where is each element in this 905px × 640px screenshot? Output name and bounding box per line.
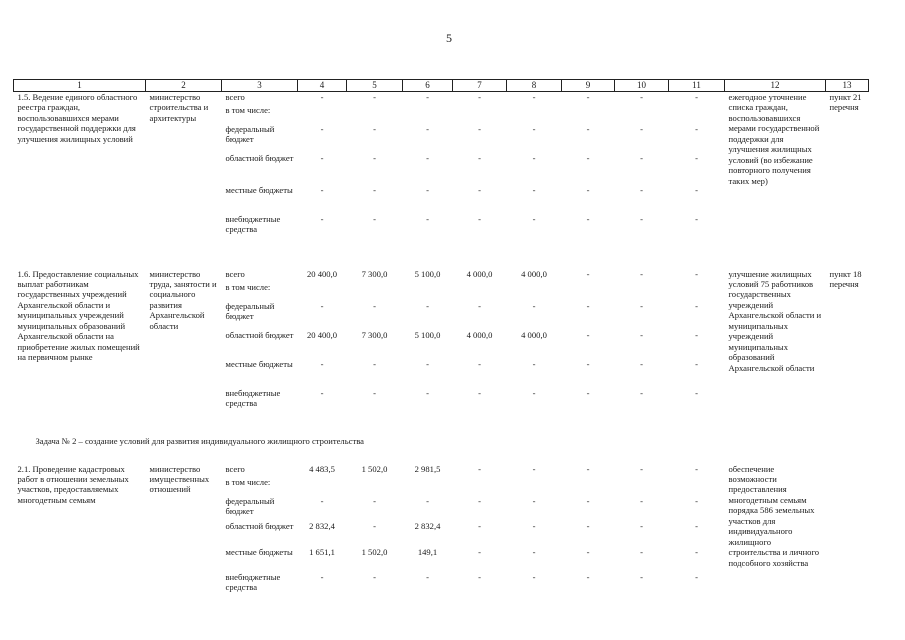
amount-cell: - bbox=[640, 213, 643, 224]
amount-cell: - bbox=[320, 300, 324, 311]
amount-cell bbox=[615, 105, 669, 124]
funding-source: местные бюджеты bbox=[225, 358, 293, 369]
funding-source: федеральный бюджет bbox=[225, 495, 275, 516]
amount-cell: - bbox=[532, 571, 536, 582]
amount-cell: - bbox=[426, 92, 429, 102]
amount-cell: - bbox=[695, 571, 698, 582]
amount-cell: - bbox=[695, 300, 698, 311]
amount-cell: - bbox=[478, 92, 481, 102]
amount-cell: - bbox=[586, 213, 590, 224]
column-number-4: 4 bbox=[298, 80, 347, 92]
amount-cell: - bbox=[640, 329, 643, 340]
amount-cell: 1 502,0 bbox=[361, 463, 388, 474]
measure-reference: пункт 18 перечня bbox=[829, 268, 862, 289]
amount-cell: - bbox=[640, 546, 643, 557]
amount-cell: - bbox=[532, 387, 536, 398]
amount-cell: - bbox=[426, 495, 429, 506]
amount-cell bbox=[403, 105, 453, 124]
amount-cell: - bbox=[695, 213, 698, 224]
amount-cell: - bbox=[640, 300, 643, 311]
amount-cell bbox=[453, 477, 507, 496]
amount-cell: 20 400,0 bbox=[306, 329, 338, 340]
amount-cell: - bbox=[478, 387, 481, 398]
measure-title: 1.6. Предоставление социальных выплат работникам государственных учреждений Архангельской области и муниципальных учреждений муниципальных образований Архангельской области на приобретение жилых помещений на первичном рынке bbox=[17, 268, 140, 363]
amount-cell: - bbox=[532, 184, 536, 195]
amount-cell bbox=[562, 105, 615, 124]
amount-cell: 4 483,5 bbox=[309, 463, 335, 474]
amount-cell: - bbox=[695, 463, 698, 474]
amount-cell: - bbox=[478, 184, 481, 195]
measure-executor: министерство имущественных отношений bbox=[149, 463, 210, 495]
amount-cell bbox=[298, 105, 347, 124]
amount-cell: - bbox=[586, 520, 590, 531]
amount-cell: - bbox=[640, 495, 643, 506]
amount-cell: - bbox=[640, 123, 643, 134]
amount-cell: - bbox=[695, 92, 698, 102]
amount-cell: - bbox=[320, 213, 324, 224]
amount-cell: - bbox=[320, 152, 324, 163]
amount-cell: - bbox=[640, 268, 643, 279]
amount-cell: - bbox=[695, 268, 698, 279]
funding-source: местные бюджеты bbox=[225, 546, 293, 557]
funding-source: внебюджетные средства bbox=[225, 571, 281, 592]
funding-source: внебюджетные средства bbox=[225, 387, 281, 408]
amount-cell: - bbox=[373, 571, 376, 582]
amount-cell: - bbox=[532, 213, 536, 224]
column-number-2: 2 bbox=[146, 80, 222, 92]
measure-executor: министерство строительства и архитектуры bbox=[149, 92, 209, 123]
amount-cell bbox=[347, 282, 403, 301]
amount-cell: - bbox=[532, 152, 536, 163]
amount-cell: - bbox=[586, 387, 590, 398]
column-number-6: 6 bbox=[403, 80, 453, 92]
column-number-12: 12 bbox=[725, 80, 826, 92]
amount-cell: - bbox=[532, 92, 536, 102]
column-number-3: 3 bbox=[222, 80, 298, 92]
amount-cell bbox=[298, 282, 347, 301]
column-number-11: 11 bbox=[669, 80, 725, 92]
table-row bbox=[14, 92, 869, 105]
funding-source: местные бюджеты bbox=[225, 184, 293, 195]
amount-cell: - bbox=[532, 123, 536, 134]
amount-cell: 4 000,0 bbox=[466, 329, 493, 340]
amount-cell: - bbox=[478, 495, 481, 506]
funding-source: областной бюджет bbox=[225, 329, 294, 340]
amount-cell: 7 300,0 bbox=[361, 329, 388, 340]
amount-cell: - bbox=[586, 92, 590, 102]
amount-cell: 1 651,1 bbox=[309, 546, 335, 557]
amount-cell bbox=[669, 282, 725, 301]
amount-cell: 1 502,0 bbox=[361, 546, 388, 557]
amount-cell: - bbox=[320, 387, 324, 398]
page-number: 5 bbox=[446, 31, 452, 45]
task-heading-row bbox=[14, 436, 869, 450]
amount-cell bbox=[347, 477, 403, 496]
amount-cell: - bbox=[586, 184, 590, 195]
funding-source: всего bbox=[225, 268, 245, 279]
column-number-1: 1 bbox=[14, 80, 146, 92]
amount-cell: - bbox=[426, 300, 429, 311]
amount-cell: - bbox=[426, 184, 429, 195]
amount-cell: - bbox=[695, 520, 698, 531]
amount-cell: - bbox=[586, 152, 590, 163]
amount-cell bbox=[669, 477, 725, 496]
amount-cell: - bbox=[320, 358, 324, 369]
amount-cell: - bbox=[532, 520, 536, 531]
measure-title: 2.1. Проведение кадастровых работ в отношении земельных участков, предоставляемых многодетным семьям bbox=[17, 463, 129, 505]
amount-cell bbox=[615, 282, 669, 301]
amount-cell: - bbox=[478, 571, 481, 582]
amount-cell: - bbox=[373, 152, 376, 163]
amount-cell: - bbox=[478, 463, 481, 474]
amount-cell: 4 000,0 bbox=[521, 268, 547, 279]
amount-cell bbox=[403, 477, 453, 496]
program-table bbox=[13, 79, 869, 598]
amount-cell: - bbox=[586, 268, 590, 279]
amount-cell: - bbox=[320, 92, 324, 102]
amount-cell: - bbox=[695, 495, 698, 506]
amount-cell: 5 100,0 bbox=[414, 329, 441, 340]
amount-cell: - bbox=[640, 387, 643, 398]
measure-title: 1.5. Ведение единого областного реестра граждан, воспользовавшихся мерами государственной поддержки для улучшения жилищных условий bbox=[17, 92, 138, 144]
amount-cell bbox=[298, 477, 347, 496]
amount-cell: - bbox=[373, 213, 376, 224]
amount-cell: - bbox=[586, 300, 590, 311]
amount-cell: - bbox=[320, 571, 324, 582]
amount-cell: - bbox=[320, 123, 324, 134]
amount-cell: - bbox=[695, 123, 698, 134]
amount-cell: - bbox=[478, 358, 481, 369]
amount-cell: - bbox=[695, 184, 698, 195]
amount-cell bbox=[403, 282, 453, 301]
amount-cell: - bbox=[373, 387, 376, 398]
funding-source: всего bbox=[225, 463, 245, 474]
measure-reference bbox=[826, 464, 869, 598]
amount-cell: - bbox=[586, 571, 590, 582]
spacer-row bbox=[14, 422, 869, 436]
amount-cell: - bbox=[695, 358, 698, 369]
amount-cell: - bbox=[640, 520, 643, 531]
amount-cell: - bbox=[373, 123, 376, 134]
measure-result: обеспечение возможности предоставления многодетным семьям порядка 586 земельных участков для индивидуального жилищного строительства и личного подсобного хозяйства bbox=[728, 463, 820, 568]
funding-source: в том числе: bbox=[225, 104, 271, 115]
spacer-row bbox=[14, 250, 869, 269]
amount-cell: - bbox=[586, 463, 590, 474]
amount-cell: - bbox=[695, 152, 698, 163]
task-heading: Задача № 2 – создание условий для развития индивидуального жилищного строительства bbox=[35, 435, 364, 446]
amount-cell bbox=[669, 105, 725, 124]
amount-cell: - bbox=[426, 387, 429, 398]
amount-cell: 5 100,0 bbox=[414, 268, 441, 279]
measure-result: ежегодное уточнение списка граждан, воспользовавшихся мерами государственной поддержки для улучшения жилищных условий (во избежание повторного получения таких мер) bbox=[728, 92, 820, 186]
amount-cell: - bbox=[532, 546, 536, 557]
amount-cell: - bbox=[695, 329, 698, 340]
amount-cell: - bbox=[373, 358, 376, 369]
amount-cell bbox=[507, 105, 562, 124]
amount-cell: - bbox=[373, 92, 376, 102]
amount-cell: - bbox=[478, 300, 481, 311]
amount-cell bbox=[562, 282, 615, 301]
column-number-8: 8 bbox=[507, 80, 562, 92]
amount-cell: - bbox=[478, 123, 481, 134]
amount-cell bbox=[347, 105, 403, 124]
amount-cell: - bbox=[640, 571, 643, 582]
amount-cell: 2 832,4 bbox=[414, 520, 441, 531]
measure-executor: министерство труда, занятости и социального развития Архангельской области bbox=[149, 268, 217, 331]
amount-cell: 20 400,0 bbox=[306, 268, 338, 279]
amount-cell: - bbox=[640, 358, 643, 369]
amount-cell: - bbox=[532, 463, 536, 474]
funding-source: в том числе: bbox=[225, 476, 271, 487]
column-number-9: 9 bbox=[562, 80, 615, 92]
amount-cell: - bbox=[640, 463, 643, 474]
amount-cell: - bbox=[586, 358, 590, 369]
amount-cell: - bbox=[640, 184, 643, 195]
amount-cell: 4 000,0 bbox=[521, 329, 547, 340]
column-number-13: 13 bbox=[826, 80, 869, 92]
amount-cell: - bbox=[426, 123, 429, 134]
amount-cell: 2 981,5 bbox=[414, 463, 441, 474]
amount-cell: - bbox=[320, 184, 324, 195]
amount-cell bbox=[615, 477, 669, 496]
column-number-5: 5 bbox=[347, 80, 403, 92]
amount-cell: - bbox=[586, 495, 590, 506]
amount-cell: - bbox=[478, 213, 481, 224]
column-number-7: 7 bbox=[453, 80, 507, 92]
amount-cell bbox=[562, 477, 615, 496]
amount-cell: - bbox=[426, 358, 429, 369]
column-number-10: 10 bbox=[615, 80, 669, 92]
spacer-row bbox=[14, 450, 869, 464]
amount-cell: - bbox=[426, 213, 429, 224]
amount-cell bbox=[453, 282, 507, 301]
amount-cell: - bbox=[640, 92, 643, 102]
amount-cell bbox=[507, 282, 562, 301]
measure-result: улучшение жилищных условий 75 работников государственных учреждений Архангельской области и муниципальных учреждений муниципальных образований Архангельской области bbox=[728, 268, 822, 373]
amount-cell: - bbox=[478, 520, 481, 531]
amount-cell: - bbox=[373, 184, 376, 195]
amount-cell: - bbox=[320, 495, 324, 506]
amount-cell: 2 832,4 bbox=[309, 520, 335, 531]
table-row bbox=[14, 464, 869, 477]
amount-cell: - bbox=[695, 546, 698, 557]
amount-cell: 7 300,0 bbox=[361, 268, 388, 279]
amount-cell: - bbox=[586, 123, 590, 134]
amount-cell: 4 000,0 bbox=[466, 268, 493, 279]
funding-source: областной бюджет bbox=[225, 520, 294, 531]
amount-cell: - bbox=[640, 152, 643, 163]
amount-cell: - bbox=[426, 571, 429, 582]
amount-cell: - bbox=[695, 387, 698, 398]
amount-cell bbox=[507, 477, 562, 496]
amount-cell: 149,1 bbox=[417, 546, 438, 557]
amount-cell bbox=[453, 105, 507, 124]
column-numbers-row bbox=[14, 80, 869, 92]
amount-cell: - bbox=[373, 300, 376, 311]
amount-cell: - bbox=[532, 300, 536, 311]
funding-source: в том числе: bbox=[225, 281, 271, 292]
funding-source: всего bbox=[225, 92, 245, 102]
funding-source: внебюджетные средства bbox=[225, 213, 281, 234]
amount-cell: - bbox=[532, 495, 536, 506]
table-row bbox=[14, 269, 869, 282]
amount-cell: - bbox=[586, 329, 590, 340]
amount-cell: - bbox=[373, 495, 376, 506]
amount-cell: - bbox=[532, 358, 536, 369]
measure-reference: пункт 21 перечня bbox=[829, 92, 862, 113]
amount-cell: - bbox=[478, 546, 481, 557]
funding-source: областной бюджет bbox=[225, 152, 294, 163]
amount-cell: - bbox=[373, 520, 376, 531]
amount-cell: - bbox=[586, 546, 590, 557]
amount-cell: - bbox=[478, 152, 481, 163]
funding-source: федеральный бюджет bbox=[225, 300, 275, 321]
funding-source: федеральный бюджет bbox=[225, 123, 275, 144]
amount-cell: - bbox=[426, 152, 429, 163]
